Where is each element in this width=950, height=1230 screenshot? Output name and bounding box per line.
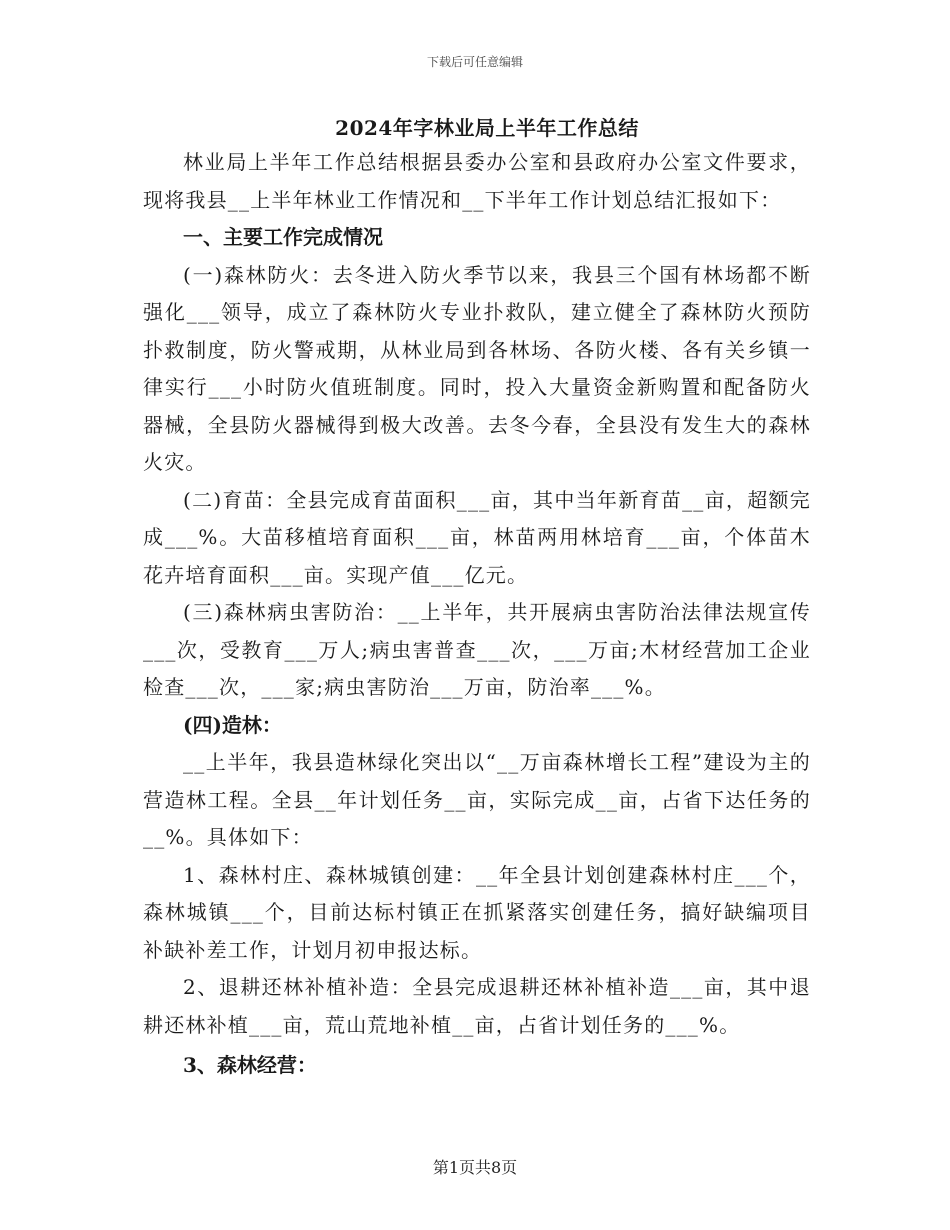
afforestation-heading: (四)造林： bbox=[183, 712, 282, 737]
forest-village-item: 1、森林村庄、森林城镇创建：__年全县计划创建森林村庄___个，森林城镇___个，目前达标村镇正在抓紧落实创建任务，搞好缺编项目补缺补差工作，计划月初申报达标。 bbox=[143, 862, 811, 962]
page-footer: 第1页共8页 bbox=[432, 1158, 518, 1177]
seedling-paragraph: (二)育苗：全县完成育苗面积___亩，其中当年新育苗__亩，超额完成___%。大苗移植培育面积___亩，林苗两用林培育___亩，个体苗木花卉培育面积___亩。实现产值___亿元。 bbox=[143, 487, 811, 587]
intro-paragraph: 林业局上半年工作总结根据县委办公室和县政府办公室文件要求，现将我县__上半年林业工作情况和__下半年工作计划总结汇报如下： bbox=[143, 150, 811, 212]
reforestation-item: 2、退耕还林补植补造：全县完成退耕还林补植补造___亩，其中退耕还林补植___亩，荒山荒地补植__亩，占省计划任务的___%。 bbox=[143, 975, 811, 1037]
forest-management-heading: 3、森林经营： bbox=[183, 1053, 317, 1077]
afforestation-paragraph: __上半年，我县造林绿化突出以“__万亩森林增长工程”建设为主的营造林工程。全县__年计划任务__亩，实际完成__亩，占省下达任务的__%。具体如下： bbox=[143, 750, 811, 849]
header-note: 下载后可任意编辑 bbox=[426, 55, 523, 69]
section-heading-main-work: 一、主要工作完成情况 bbox=[183, 225, 383, 249]
document-body bbox=[143, 112, 811, 1085]
pest-control-paragraph: (三)森林病虫害防治：__上半年，共开展病虫害防治法律法规宣传___次，受教育___万人;病虫害普查___次，___万亩;木材经营加工企业检查___次，___家;病虫害防治___万亩，防治率___%。 bbox=[143, 600, 811, 699]
document-title: 2024年字林业局上半年工作总结 bbox=[335, 116, 639, 140]
fire-prevention-paragraph: (一)森林防火：去冬进入防火季节以来，我县三个国有林场都不断强化___领导，成立了森林防火专业扑救队，建立健全了森林防火预防扑救制度，防火警戒期，从林业局到各林场、各防火楼、各有关乡镇一律实行___小时防火值班制度。同时，投入大量资金新购置和配备防火器械，全县防火器械得到极大改善。去冬今春，全县没有发生大的森林火灾。 bbox=[143, 262, 811, 474]
